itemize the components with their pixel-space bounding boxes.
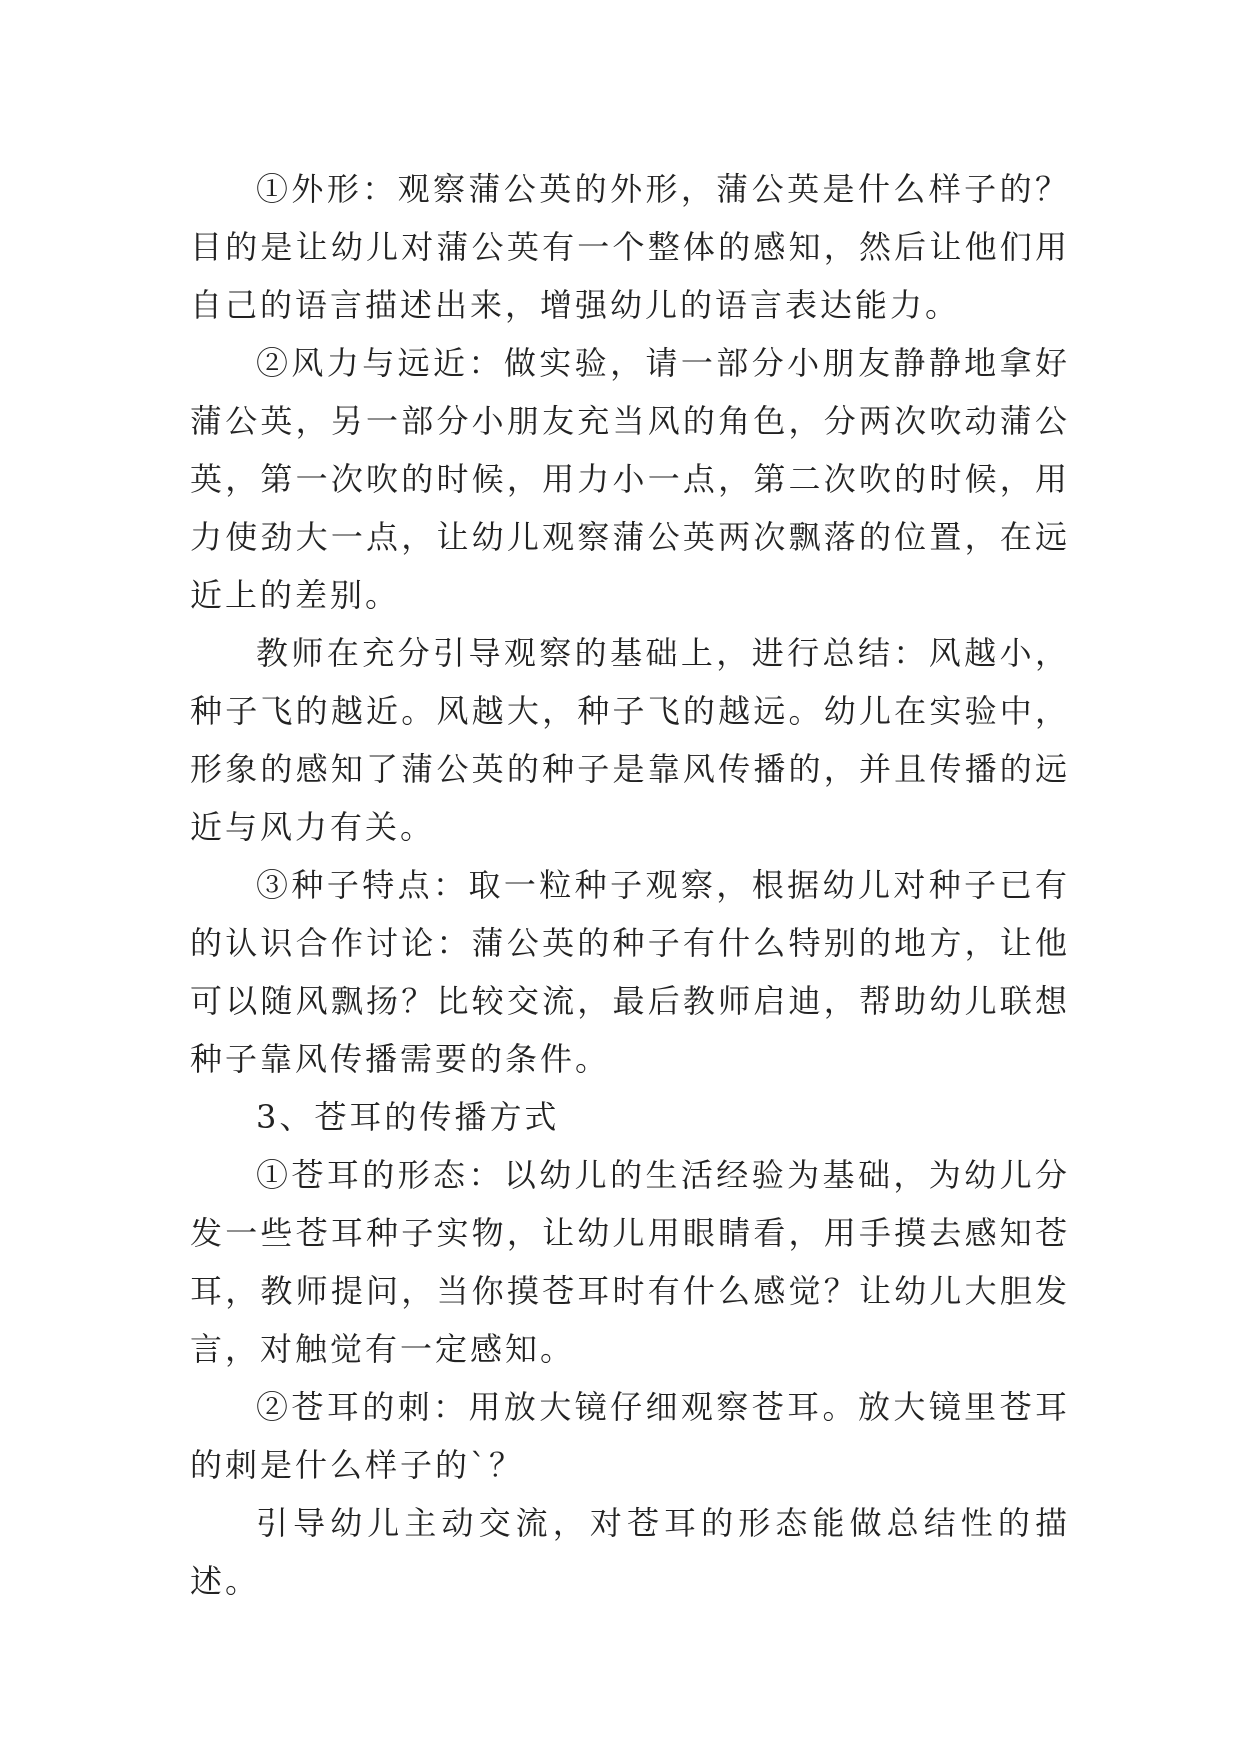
paragraph-guide-exchange: 引导幼儿主动交流，对苍耳的形态能做总结性的描述。 <box>190 1504 1070 1600</box>
paragraph-seed-features: ③种子特点：取一粒种子观察，根据幼儿对种子已有的认识合作讨论：蒲公英的种子有什么特别的地方，让他可以随风飘扬？比较交流，最后教师启迪，帮助幼儿联想种子靠风传播需要的条件。 <box>190 866 1070 1078</box>
paragraph-wind-distance: ②风力与远近：做实验，请一部分小朋友静静地拿好蒲公英，另一部分小朋友充当风的角色，分两次吹动蒲公英，第一次吹的时候，用力小一点，第二次吹的时候，用力使劲大一点，让幼儿观察蒲公英两次飘落的位置，在远近上的差别。 <box>190 344 1070 614</box>
paragraph-teacher-summary: 教师在充分引导观察的基础上，进行总结：风越小，种子飞的越近。风越大，种子飞的越远。幼儿在实验中，形象的感知了蒲公英的种子是靠风传播的，并且传播的远近与风力有关。 <box>190 634 1070 846</box>
paragraph-cocklebur-form: ①苍耳的形态：以幼儿的生活经验为基础，为幼儿分发一些苍耳种子实物，让幼儿用眼睛看，用手摸去感知苍耳，教师提问，当你摸苍耳时有什么感觉？让幼儿大胆发言，对触觉有一定感知。 <box>190 1156 1070 1368</box>
paragraph-cocklebur-thorns: ②苍耳的刺：用放大镜仔细观察苍耳。放大镜里苍耳的刺是什么样子的`？ <box>190 1388 1070 1484</box>
section-heading-cocklebur: 3、苍耳的传播方式 <box>256 1098 560 1136</box>
paragraph-dandelion-shape: ①外形：观察蒲公英的外形，蒲公英是什么样子的？目的是让幼儿对蒲公英有一个整体的感知，然后让他们用自己的语言描述出来，增强幼儿的语言表达能力。 <box>190 170 1070 324</box>
document-body <box>190 160 1070 1610</box>
